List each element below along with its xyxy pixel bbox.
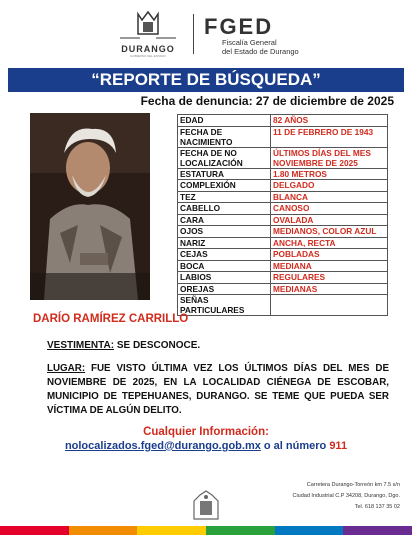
report-date: Fecha de denuncia: 27 de diciembre de 2025 — [140, 94, 394, 108]
table-row — [178, 295, 388, 316]
vestimenta-label: VESTIMENTA: — [47, 340, 115, 351]
lugar-value: FUE VISTO ÚLTIMA VEZ LOS ÚLTIMOS DÍAS DEL MES DE NOVIEMBRE DE 2025, EN LA LOCALIDAD CIÉNEGA DE ESCOBAR, MUNICIPIO DE TEPEHUANES, DURANGO. SE TEME QUE PUEDA SER VÍCTIMA DE ALGÚN DELITO. — [47, 363, 389, 416]
table-row — [178, 260, 388, 272]
table-cell-key: FECHA DE NO LOCALIZACIÓN — [178, 147, 271, 168]
table-row — [178, 283, 388, 295]
table-row — [178, 115, 388, 127]
table-row — [178, 237, 388, 249]
lugar-label: LUGAR: — [47, 363, 86, 374]
table-cell-value: BLANCA — [271, 191, 388, 203]
crown-shield-icon — [112, 8, 184, 42]
table-cell-key: EDAD — [178, 115, 271, 127]
table-row — [178, 203, 388, 215]
table-cell-value: 82 AÑOS — [271, 115, 388, 127]
vestimenta-line — [47, 340, 200, 351]
table-row — [178, 126, 388, 147]
vestimenta-value: SE DESCONOCE. — [116, 340, 201, 351]
table-cell-value — [271, 295, 388, 316]
table-cell-value: ANCHA, RECTA — [271, 237, 388, 249]
person-name: DARÍO RAMÍREZ CARRILLO — [33, 313, 189, 325]
address-line3: Tel. 618 137 35 02 — [354, 504, 400, 510]
table-cell-key: CEJAS — [178, 249, 271, 261]
table-cell-value: DELGADO — [271, 180, 388, 192]
table-cell-value: CANOSO — [271, 203, 388, 215]
color-stripe — [275, 526, 344, 535]
contact-phone: 911 — [329, 440, 348, 452]
table-cell-key: OJOS — [178, 226, 271, 238]
fged-subtitle-line1: Fiscalía General — [222, 38, 277, 47]
table-row — [178, 272, 388, 284]
table-row — [178, 147, 388, 168]
table-cell-key: SEÑAS PARTICULARES — [178, 295, 271, 316]
address-block — [292, 480, 400, 513]
table-cell-value: ÚLTIMOS DÍAS DEL MES NOVIEMBRE DE 2025 — [271, 147, 388, 168]
table-cell-key: ESTATURA — [178, 168, 271, 180]
state-seal-icon — [186, 487, 226, 527]
table-cell-value: OVALADA — [271, 214, 388, 226]
report-title: “REPORTE DE BÚSQUEDA” — [8, 68, 404, 92]
table-row — [178, 180, 388, 192]
page-header — [0, 0, 412, 62]
table-cell-key: NARIZ — [178, 237, 271, 249]
color-stripe-bar — [0, 526, 412, 535]
table-cell-key: LABIOS — [178, 272, 271, 284]
table-cell-value: REGULARES — [271, 272, 388, 284]
durango-logo-subtext: GOBIERNO DEL ESTADO — [130, 54, 166, 58]
table-cell-value: MEDIANAS — [271, 283, 388, 295]
color-stripe — [69, 526, 138, 535]
table-cell-key: FECHA DE NACIMIENTO — [178, 126, 271, 147]
table-row — [178, 214, 388, 226]
color-stripe — [0, 526, 69, 535]
table-row — [178, 191, 388, 203]
address-line2: Ciudad Industrial C.P 34208, Durango, Dgo. — [292, 493, 400, 499]
table-cell-value: MEDIANOS, COLOR AZUL — [271, 226, 388, 238]
color-stripe — [206, 526, 275, 535]
table-cell-value: 1.80 METROS — [271, 168, 388, 180]
header-divider — [193, 14, 194, 54]
contact-title: Cualquier Información: — [143, 426, 269, 438]
lugar-paragraph — [47, 362, 389, 418]
contact-email-link[interactable]: nolocalizados.fged@durango.gob.mx — [64, 440, 261, 452]
table-cell-key: TEZ — [178, 191, 271, 203]
table-cell-key: BOCA — [178, 260, 271, 272]
description-table — [177, 114, 388, 316]
durango-logo — [112, 8, 184, 58]
table-cell-value: POBLADAS — [271, 249, 388, 261]
durango-logo-text: DURANGO — [121, 44, 175, 54]
contact-line — [0, 440, 412, 452]
table-cell-value: 11 DE FEBRERO DE 1943 — [271, 126, 388, 147]
address-line1: Carretera Durango-Torreón km 7.5 s/n — [306, 482, 400, 488]
table-cell-key: COMPLEXIÓN — [178, 180, 271, 192]
fged-logo-text: FGED — [204, 14, 274, 39]
table-cell-value: MEDIANA — [271, 260, 388, 272]
table-row — [178, 226, 388, 238]
table-cell-key: OREJAS — [178, 283, 271, 295]
fged-subtitle — [222, 38, 299, 56]
color-stripe — [137, 526, 206, 535]
fged-subtitle-line2: del Estado de Durango — [222, 47, 299, 56]
table-row — [178, 168, 388, 180]
table-cell-key: CARA — [178, 214, 271, 226]
contact-middle-text: o al número — [263, 440, 327, 452]
table-row — [178, 249, 388, 261]
color-stripe — [343, 526, 412, 535]
missing-person-photo — [30, 113, 150, 300]
table-cell-key: CABELLO — [178, 203, 271, 215]
